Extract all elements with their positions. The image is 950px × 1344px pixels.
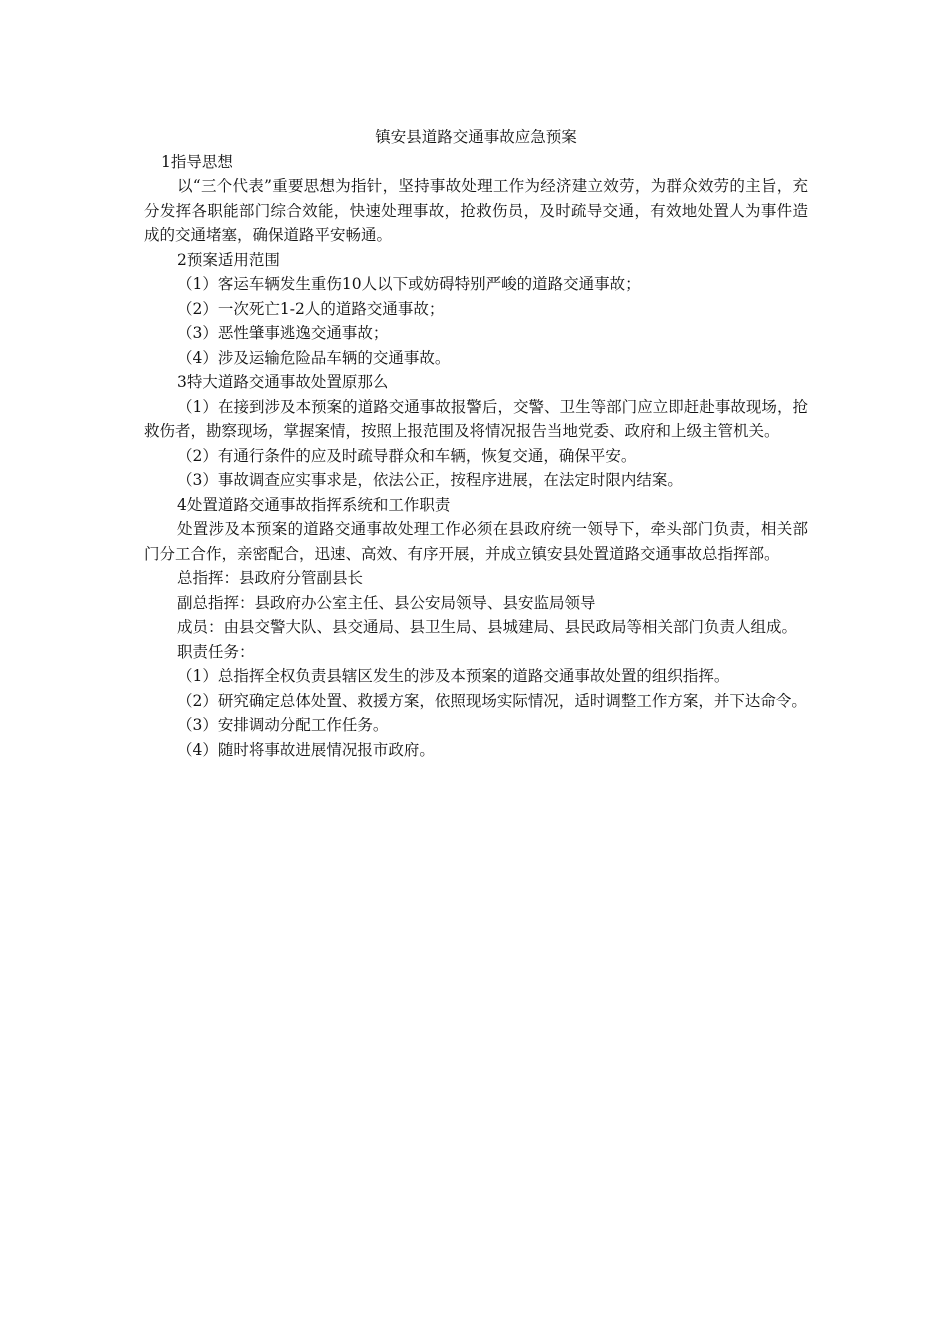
section-2-item: （1）客运车辆发生重伤10人以下或妨碍特别严峻的道路交通事故； <box>177 275 641 293</box>
section-3-heading: 3特大道路交通事故处置原那么 <box>177 373 389 391</box>
duties-item: （1）总指挥全权负责县辖区发生的涉及本预案的道路交通事故处置的组织指挥。 <box>177 667 730 685</box>
section-1-paragraph: 以“三个代表”重要思想为指针，坚持事故处理工作为经济建立效劳，为群众效劳的主旨，充分发挥各职能部门综合效能，快速处理事故，抢救伤员，及时疏导交通，有效地处置人为事件造成的交通堵塞，确保道路平安畅通。 <box>144 177 808 244</box>
duties-item: （3）安排调动分配工作任务。 <box>177 716 389 734</box>
duties-item: （2）研究确定总体处置、救援方案，依照现场实际情况，适时调整工作方案，并下达命令。 <box>177 691 807 710</box>
section-2-item: （4）涉及运输危险品车辆的交通事故。 <box>177 348 451 367</box>
section-2-item: （2）一次死亡1-2人的道路交通事故； <box>177 299 445 318</box>
section-3-item: （1）在接到涉及本预案的道路交通事故报警后，交警、卫生等部门应立即赶赴事故现场，抢救伤者，勘察现场，掌握案情，按照上报范围及将情况报告当地党委、政府和上级主管机关。 <box>144 397 808 440</box>
duties-heading: 职责任务： <box>177 642 255 661</box>
duties-item: （4）随时将事故进展情况报市政府。 <box>177 740 435 759</box>
deputy-commander-line: 副总指挥：县政府办公室主任、县公安局领导、县安监局领导 <box>177 593 596 612</box>
section-1-heading: 1指导思想 <box>161 152 233 171</box>
document-title: 镇安县道路交通事故应急预案 <box>375 128 577 146</box>
section-2-heading: 2预案适用范围 <box>177 250 280 269</box>
section-3-item: （3）事故调查应实事求是，依法公正，按程序进展，在法定时限内结案。 <box>177 471 683 489</box>
commander-line: 总指挥：县政府分管副县长 <box>177 569 364 587</box>
section-3-item: （2）有通行条件的应及时疏导群众和车辆，恢复交通，确保平安。 <box>177 446 637 465</box>
section-4-heading: 4处置道路交通事故指挥系统和工作职责 <box>177 495 451 514</box>
section-2-item: （3）恶性肇事逃逸交通事故； <box>177 324 389 342</box>
section-4-paragraph: 处置涉及本预案的道路交通事故处理工作必须在县政府统一领导下，牵头部门负责，相关部门分工合作，亲密配合，迅速、高效、有序开展，并成立镇安县处置道路交通事故总指挥部。 <box>144 520 808 563</box>
document-page <box>144 125 808 762</box>
members-line: 成员：由县交警大队、县交通局、县卫生局、县城建局、县民政局等相关部门负责人组成。 <box>177 618 798 636</box>
